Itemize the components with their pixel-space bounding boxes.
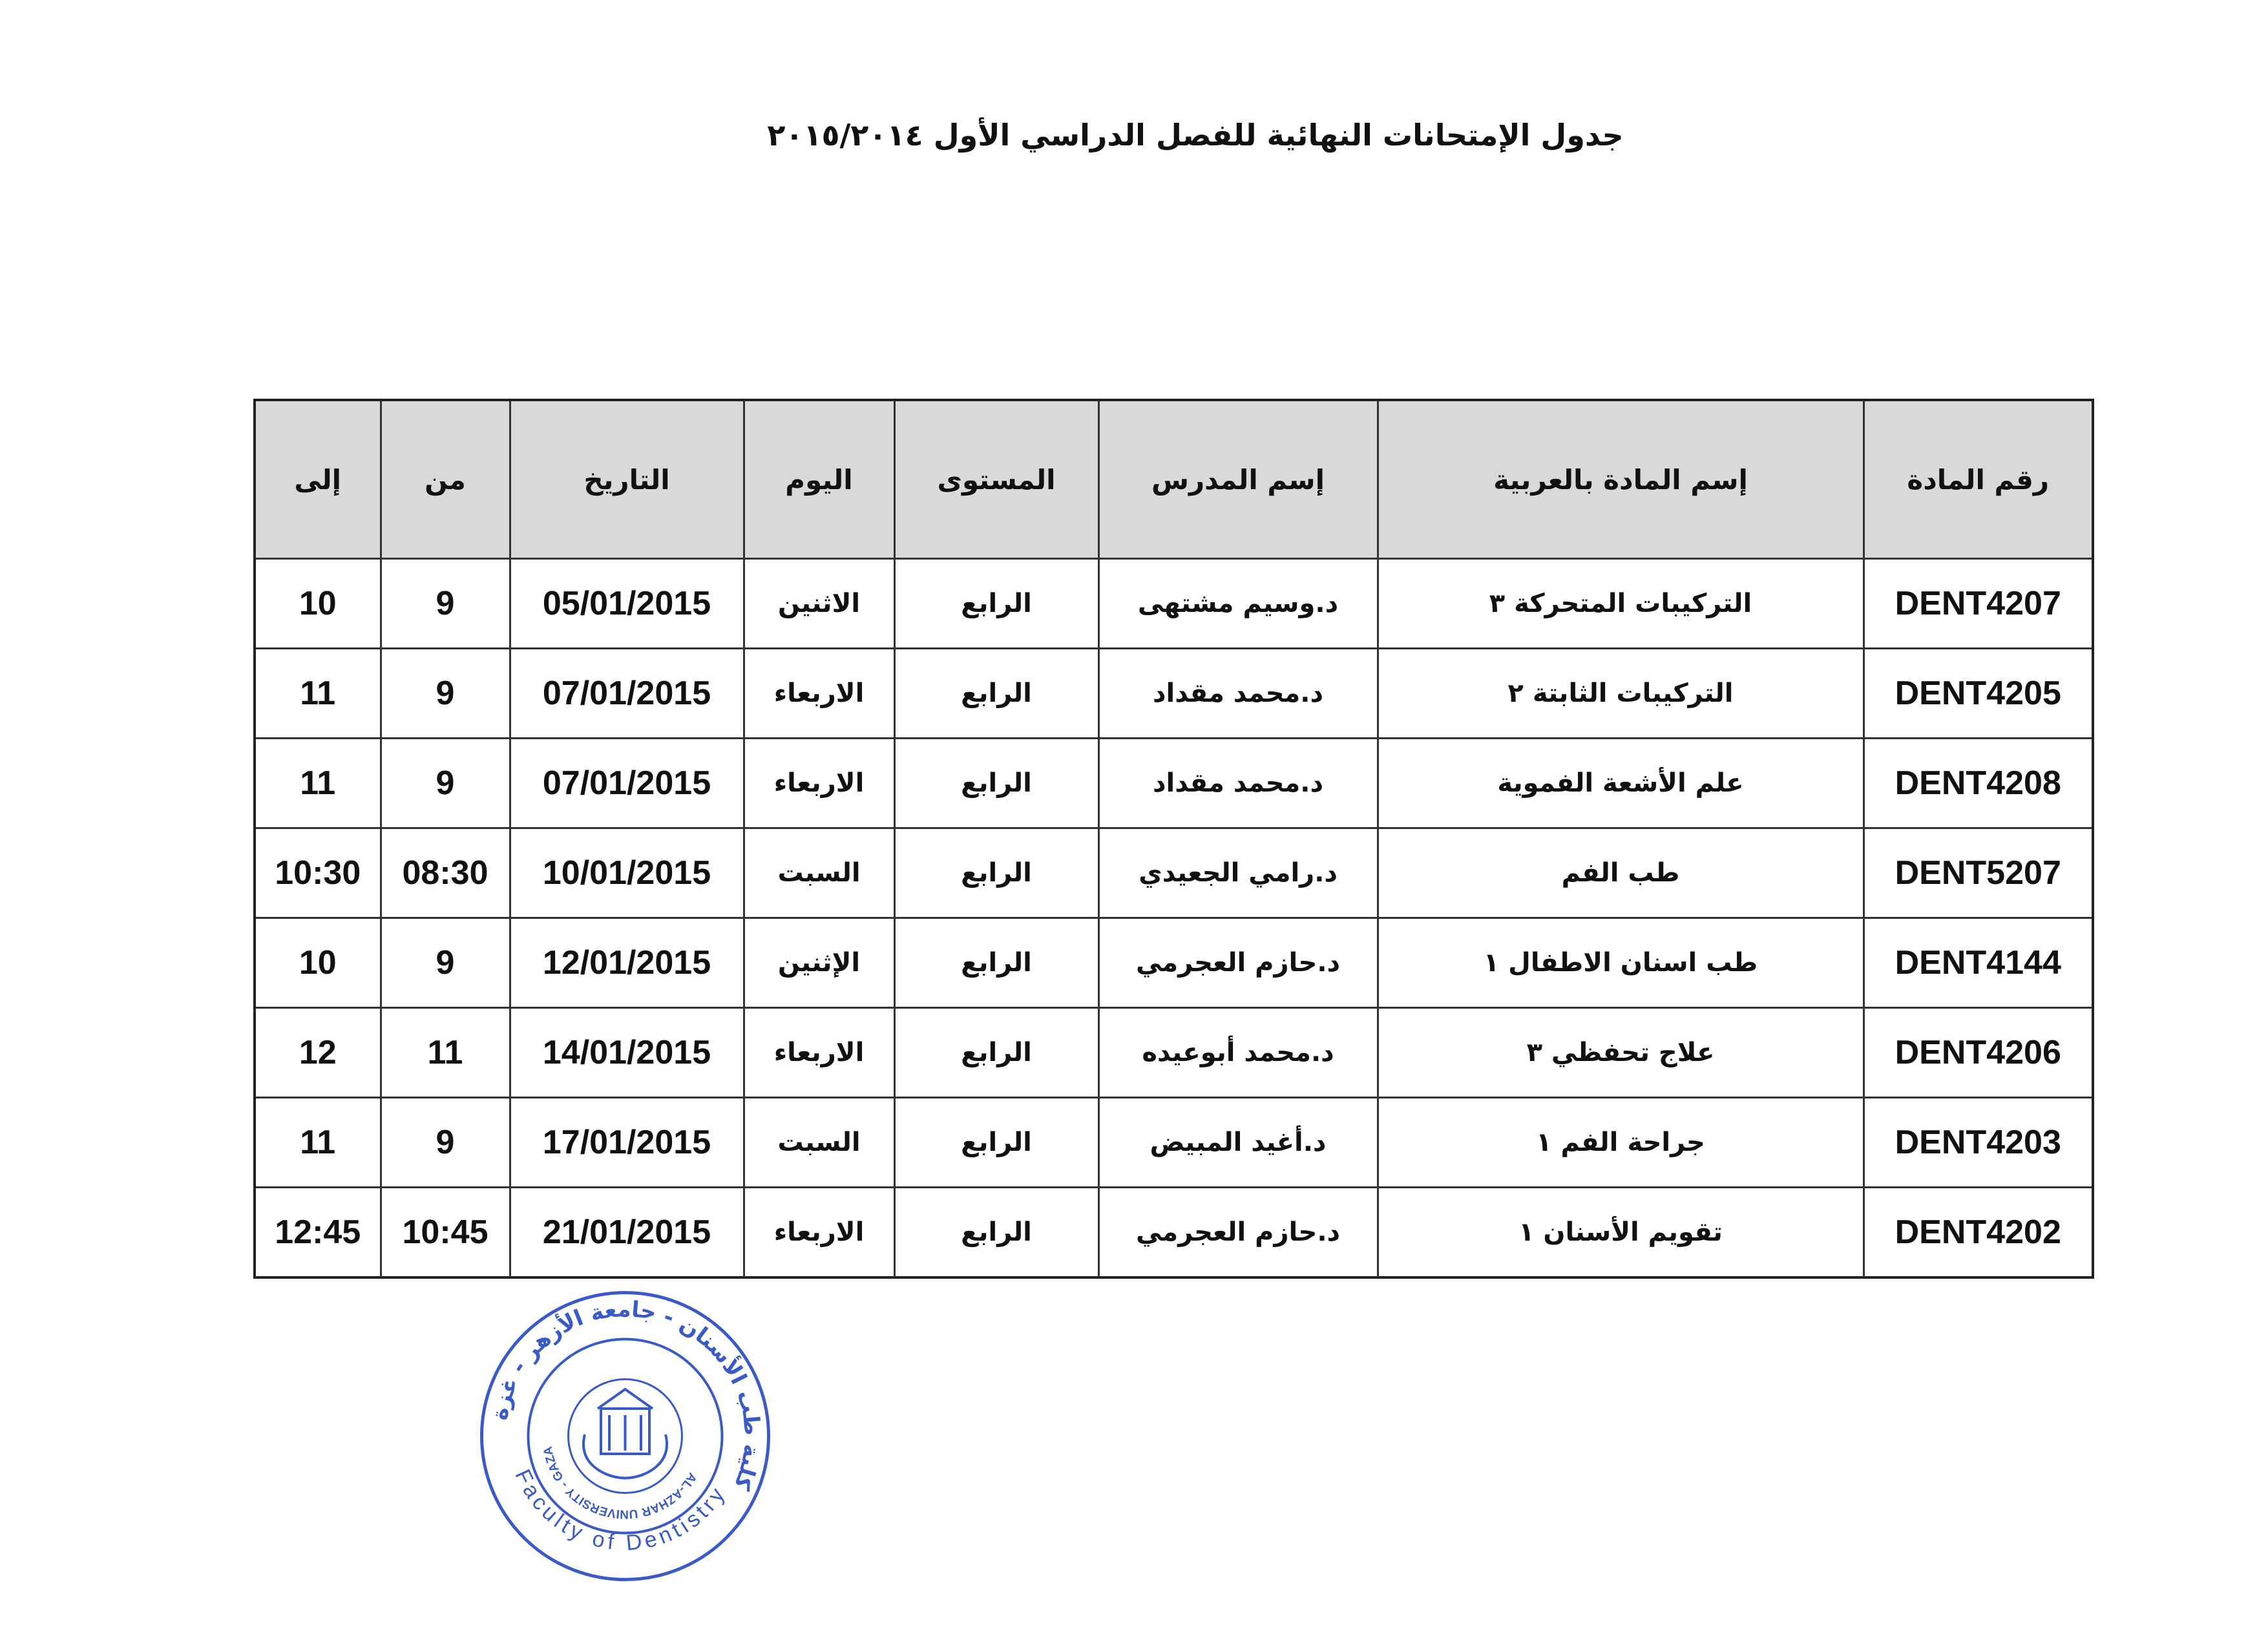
- page-title: جدول الإمتحانات النهائية للفصل الدراسي الأول ٢٠١٥/٢٠١٤: [767, 118, 1624, 152]
- level-cell: الرابع: [894, 1098, 1098, 1188]
- level-cell: الرابع: [894, 1008, 1098, 1098]
- from-cell: 9: [381, 918, 510, 1008]
- date-cell: 07/01/2015: [510, 739, 744, 828]
- course-name-cell: طب الفم: [1378, 828, 1864, 918]
- stamp-university-text: AL-AZHAR UNIVERSITY - GAZA: [541, 1445, 700, 1521]
- date-cell: 17/01/2015: [510, 1098, 744, 1188]
- table-header-row: [255, 400, 2093, 559]
- day-cell: السبت: [744, 1098, 894, 1188]
- stamp-emblem-icon: [583, 1389, 667, 1478]
- to-cell: 10:30: [255, 828, 381, 918]
- date-cell: 21/01/2015: [510, 1188, 744, 1278]
- table-row: [255, 649, 2093, 739]
- course-name-cell: تقويم الأسنان ١: [1378, 1188, 1864, 1278]
- course-code-cell: DENT4206: [1864, 1008, 2093, 1098]
- course-name-cell: التركيبات المتحركة ٣: [1378, 559, 1864, 649]
- header-to: إلى: [255, 400, 381, 559]
- from-cell: 9: [381, 739, 510, 828]
- from-cell: 9: [381, 649, 510, 739]
- stamp-faculty-text: Faculty of Dentistry: [510, 1465, 732, 1556]
- to-cell: 10: [255, 559, 381, 649]
- course-code-cell: DENT4207: [1864, 559, 2093, 649]
- table-row: [255, 918, 2093, 1008]
- to-cell: 12:45: [255, 1188, 381, 1278]
- instructor-cell: د.رامي الجعيدي: [1098, 828, 1378, 918]
- university-stamp: [475, 1286, 775, 1586]
- course-name-cell: علم الأشعة الفموية: [1378, 739, 1864, 828]
- level-cell: الرابع: [894, 739, 1098, 828]
- from-cell: 11: [381, 1008, 510, 1098]
- header-instructor: إسم المدرس: [1098, 400, 1378, 559]
- instructor-cell: د.محمد مقداد: [1098, 649, 1378, 739]
- table-row: [255, 1188, 2093, 1278]
- from-cell: 9: [381, 1098, 510, 1188]
- header-from: من: [381, 400, 510, 559]
- table-row: [255, 828, 2093, 918]
- day-cell: الاربعاء: [744, 1188, 894, 1278]
- to-cell: 10: [255, 918, 381, 1008]
- date-cell: 14/01/2015: [510, 1008, 744, 1098]
- course-name-cell: طب اسنان الاطفال ١: [1378, 918, 1864, 1008]
- course-name-cell: علاج تحفظي ٣: [1378, 1008, 1864, 1098]
- table-row: [255, 559, 2093, 649]
- course-code-cell: DENT4203: [1864, 1098, 2093, 1188]
- level-cell: الرابع: [894, 559, 1098, 649]
- level-cell: الرابع: [894, 649, 1098, 739]
- day-cell: الإثنين: [744, 918, 894, 1008]
- instructor-cell: د.حازم العجرمي: [1098, 1188, 1378, 1278]
- date-cell: 07/01/2015: [510, 649, 744, 739]
- from-cell: 10:45: [381, 1188, 510, 1278]
- table-row: [255, 1008, 2093, 1098]
- instructor-cell: د.وسيم مشتهى: [1098, 559, 1378, 649]
- to-cell: 11: [255, 739, 381, 828]
- instructor-cell: د.أغيد المبيض: [1098, 1098, 1378, 1188]
- instructor-cell: د.محمد مقداد: [1098, 739, 1378, 828]
- stamp-arabic-text: كلية طب الأسنان - جامعة الأزهر - غزة: [487, 1296, 766, 1494]
- level-cell: الرابع: [894, 918, 1098, 1008]
- header-course-code: رقم المادة: [1864, 400, 2093, 559]
- course-name-cell: جراحة الفم ١: [1378, 1098, 1864, 1188]
- course-code-cell: DENT4144: [1864, 918, 2093, 1008]
- date-cell: 10/01/2015: [510, 828, 744, 918]
- day-cell: الاربعاء: [744, 1008, 894, 1098]
- level-cell: الرابع: [894, 828, 1098, 918]
- day-cell: السبت: [744, 828, 894, 918]
- header-level: المستوى: [894, 400, 1098, 559]
- day-cell: الاثنين: [744, 559, 894, 649]
- header-day: اليوم: [744, 400, 894, 559]
- course-name-cell: التركيبات الثابتة ٢: [1378, 649, 1864, 739]
- to-cell: 12: [255, 1008, 381, 1098]
- header-date: التاريخ: [510, 400, 744, 559]
- date-cell: 05/01/2015: [510, 559, 744, 649]
- to-cell: 11: [255, 649, 381, 739]
- exam-schedule-table: [253, 399, 2094, 1279]
- day-cell: الاربعاء: [744, 739, 894, 828]
- course-code-cell: DENT4208: [1864, 739, 2093, 828]
- header-course-name: إسم المادة بالعربية: [1378, 400, 1864, 559]
- course-code-cell: DENT5207: [1864, 828, 2093, 918]
- instructor-cell: د.محمد أبوعيده: [1098, 1008, 1378, 1098]
- table-row: [255, 1098, 2093, 1188]
- day-cell: الاربعاء: [744, 649, 894, 739]
- to-cell: 11: [255, 1098, 381, 1188]
- date-cell: 12/01/2015: [510, 918, 744, 1008]
- from-cell: 9: [381, 559, 510, 649]
- course-code-cell: DENT4202: [1864, 1188, 2093, 1278]
- level-cell: الرابع: [894, 1188, 1098, 1278]
- course-code-cell: DENT4205: [1864, 649, 2093, 739]
- table-row: [255, 739, 2093, 828]
- from-cell: 08:30: [381, 828, 510, 918]
- instructor-cell: د.حازم العجرمي: [1098, 918, 1378, 1008]
